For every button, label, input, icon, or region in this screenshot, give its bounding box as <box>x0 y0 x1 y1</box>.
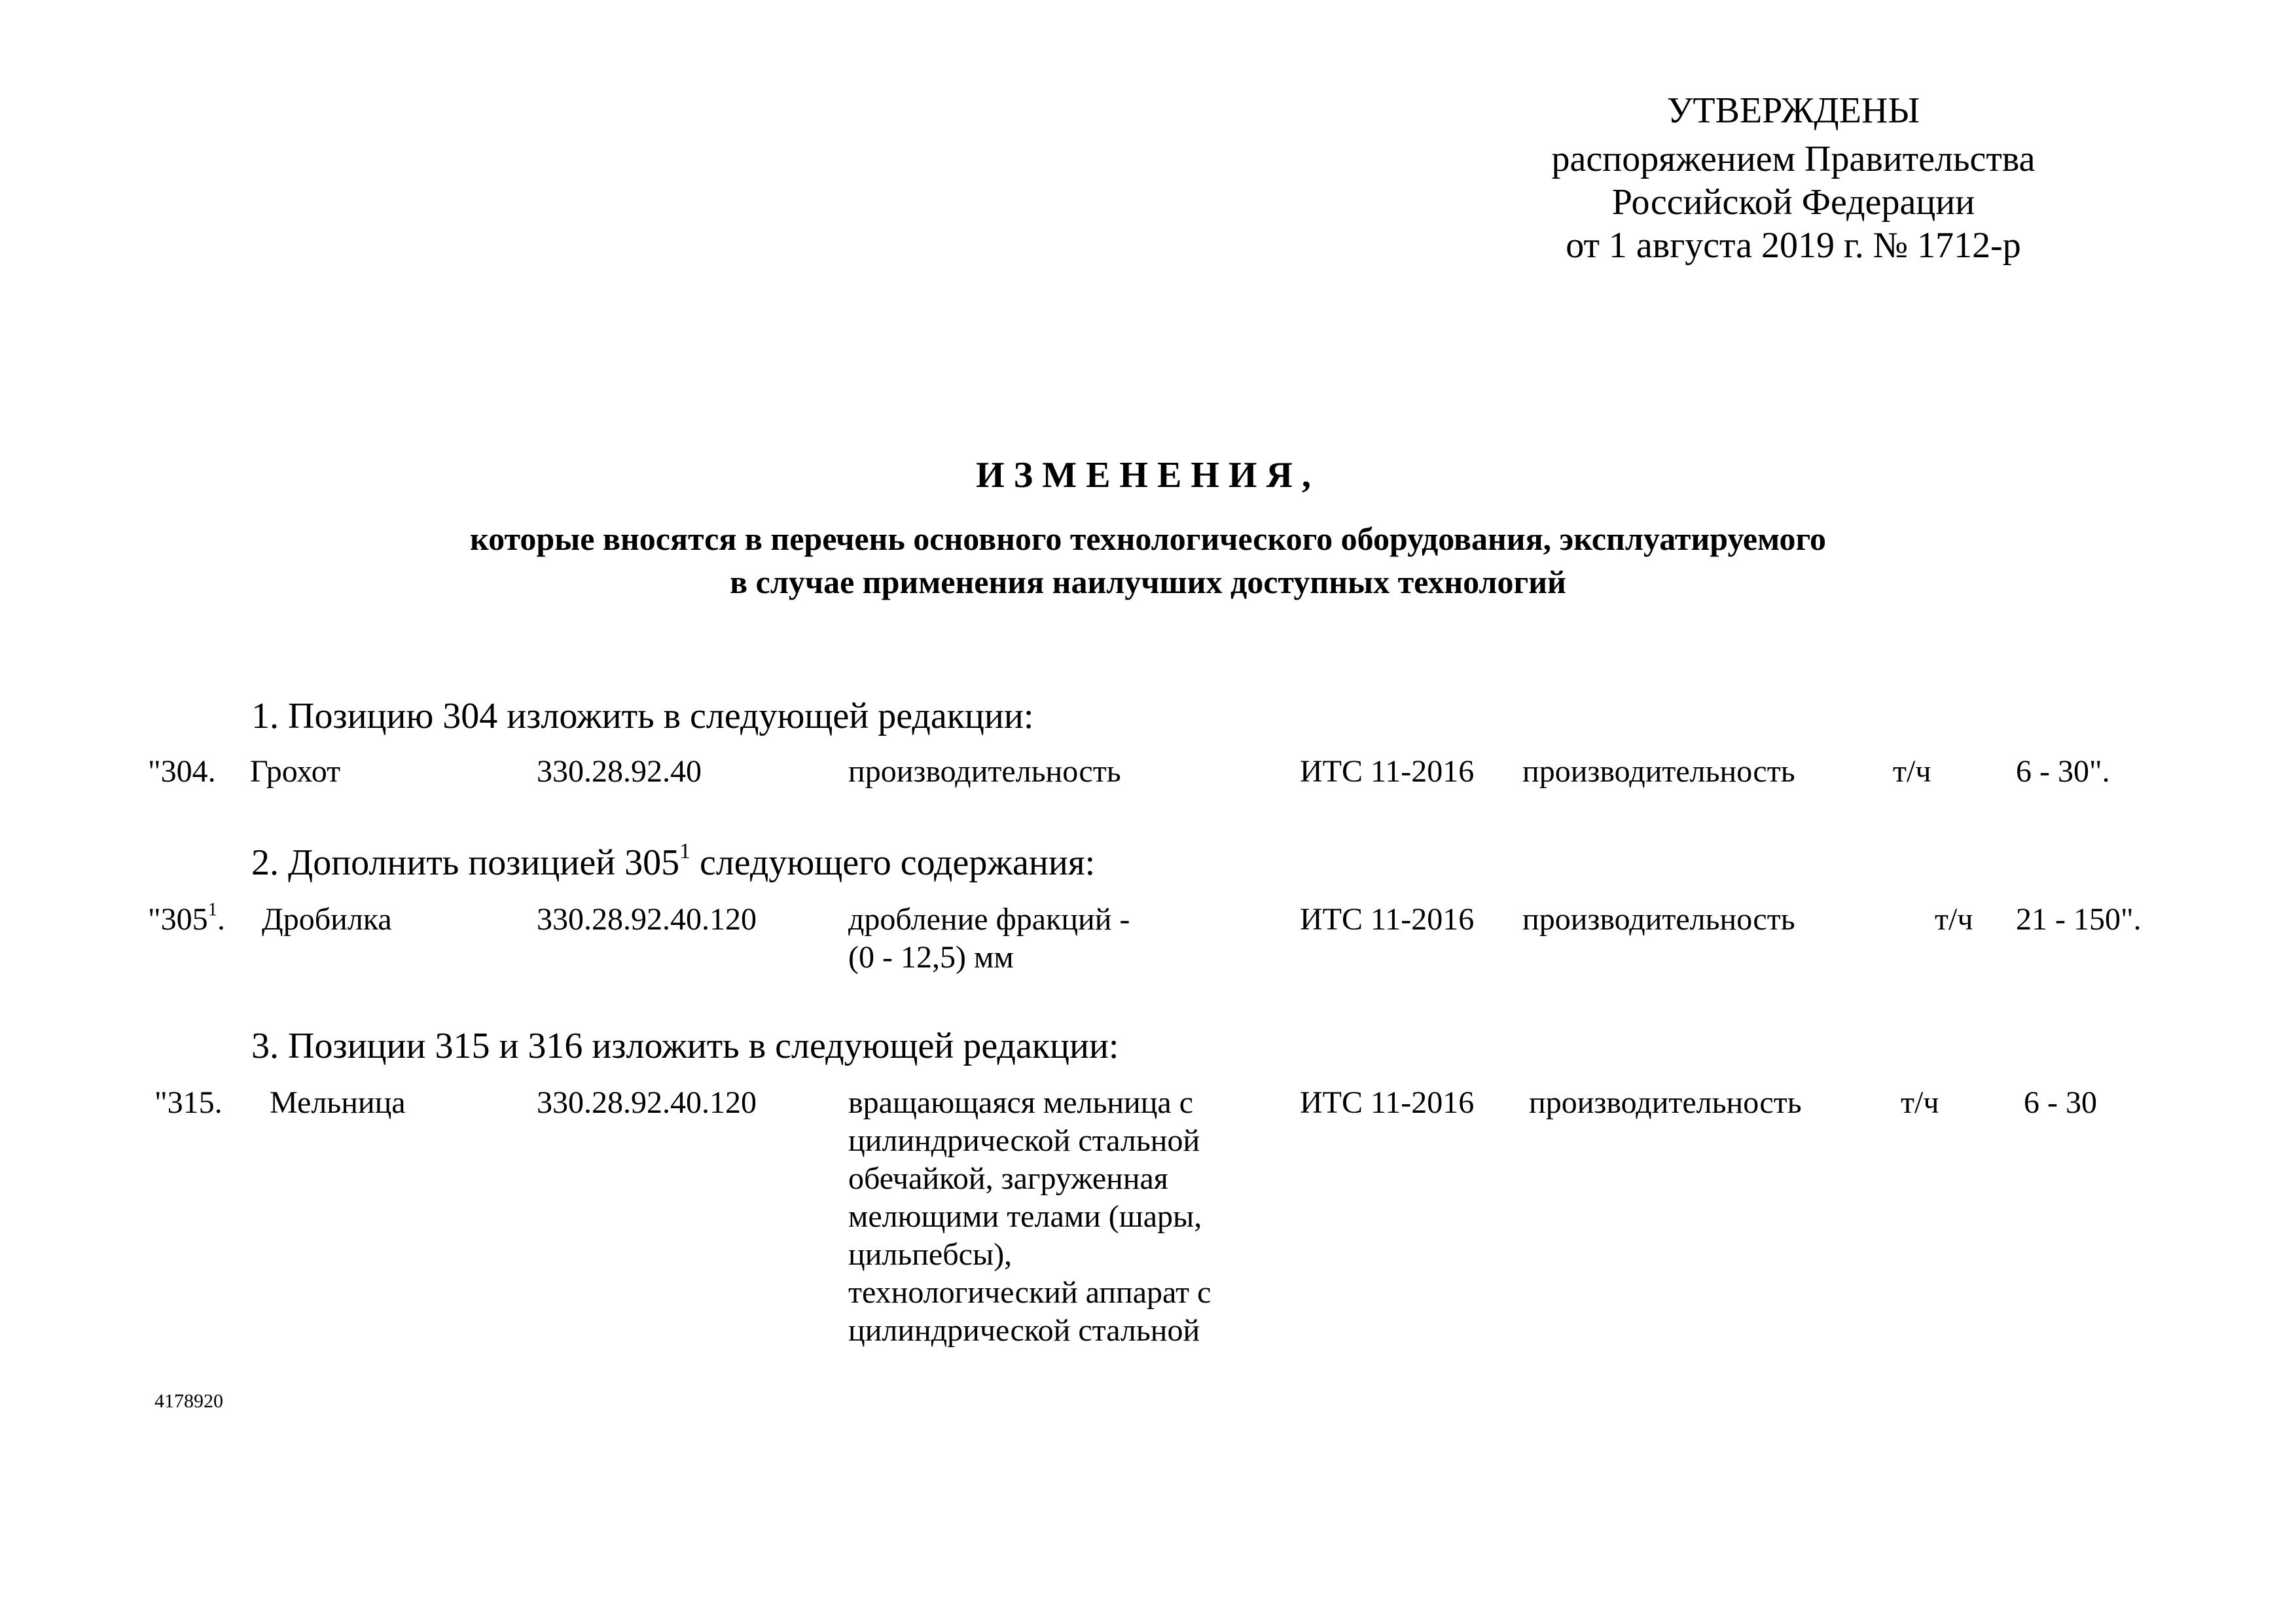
unit: т/ч <box>1935 902 1973 937</box>
equipment-name: Дробилка <box>262 902 392 937</box>
row-number: "304. <box>148 754 216 789</box>
unit: т/ч <box>1901 1085 1939 1120</box>
parameter-name: производительность <box>1522 754 1795 789</box>
approval-block <box>1433 89 2153 267</box>
okpd-code: 330.28.92.40.120 <box>537 902 757 937</box>
approval-line-3: от 1 августа 2019 г. № 1712-р <box>1566 225 2021 266</box>
item-3-heading: 3. Позиции 315 и 316 изложить в следующей редакции: <box>251 1026 1119 1066</box>
approval-heading: УТВЕРЖДЕНЫ <box>1666 90 1920 131</box>
document-title: ИЗМЕНЕНИЯ, <box>976 455 1320 496</box>
value-range: 6 - 30 <box>2024 1085 2097 1120</box>
document-subtitle <box>0 517 2296 604</box>
equipment-description: вращающаяся мельница с цилиндрической стальной обечайкой, загруженная мелющими телами (шары, цильпебсы), технологический аппарат с цилиндрической стальной <box>848 1085 1211 1348</box>
row-number: "315. <box>154 1085 223 1120</box>
okpd-code: 330.28.92.40.120 <box>537 1085 757 1120</box>
value-range: 6 - 30". <box>2016 754 2110 789</box>
unit: т/ч <box>1893 754 1931 789</box>
document-number: 4178920 <box>154 1390 223 1412</box>
row-number: "$305^1$. <box>148 899 225 937</box>
subtitle-line-1: которые вносятся в перечень основного технологического оборудования, эксплуатируемого <box>470 520 1826 557</box>
its-reference: ИТС 11-2016 <box>1300 1085 1475 1120</box>
its-reference: ИТС 11-2016 <box>1300 902 1475 937</box>
parameter-name: производительность <box>1529 1085 1802 1120</box>
equipment-description: производительность <box>848 754 1121 789</box>
equipment-name: Грохот <box>250 754 341 789</box>
equipment-name: Мельница <box>270 1085 406 1120</box>
value-range: 21 - 150". <box>2016 902 2142 937</box>
subtitle-line-2: в случае применения наилучших доступных технологий <box>730 564 1566 600</box>
approval-line-2: Российской Федерации <box>1611 182 1975 223</box>
parameter-name: производительность <box>1522 902 1795 937</box>
its-reference: ИТС 11-2016 <box>1300 754 1475 789</box>
okpd-code: 330.28.92.40 <box>537 754 702 789</box>
equipment-description: дробление фракций - (0 - 12,5) мм <box>848 902 1130 975</box>
item-1-heading: 1. Позицию 304 изложить в следующей редакции: <box>251 696 1034 736</box>
approval-line-1: распоряжением Правительства <box>1551 139 2036 179</box>
item-2-heading: 2. Дополнить позицией $305^1$ следующего содержания: <box>251 839 1096 883</box>
